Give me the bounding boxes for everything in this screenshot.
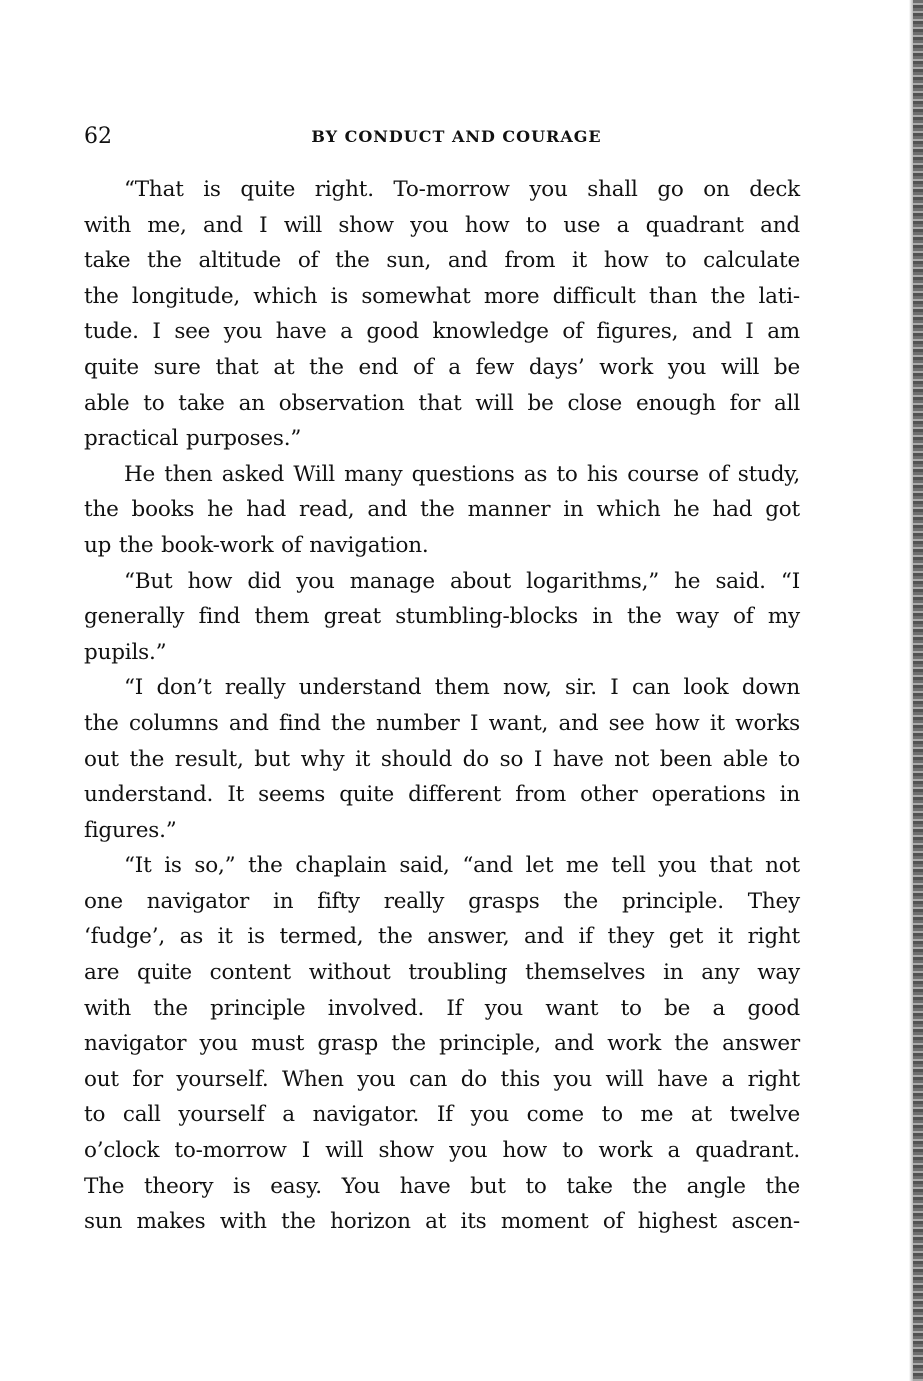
text-line: navigator you must grasp the principle, and work the answer xyxy=(84,1031,800,1057)
body-text xyxy=(84,172,800,1240)
text-line: quite sure that at the end of a few days’ work you will be xyxy=(84,354,800,380)
page-edge-scan-artifact xyxy=(913,0,923,1381)
text-line: “That is quite right. To-morrow you shall go on deck xyxy=(124,177,800,202)
text-line: sun makes with the horizon at its moment of highest ascen- xyxy=(84,1209,800,1235)
text-line: practical purposes.” xyxy=(84,426,302,452)
text-line: up the book-work of navigation. xyxy=(84,532,429,558)
text-line: He then asked Will many questions as to his course of study, xyxy=(124,461,800,487)
text-line: are quite content without troubling themselves in any way xyxy=(84,960,800,986)
running-header xyxy=(0,127,923,146)
text-line: ‘fudge’, as it is termed, the answer, and if they get it right xyxy=(84,924,800,950)
text-line: the columns and find the number I want, and see how it works xyxy=(84,710,800,736)
text-line: understand. It seems quite different from other operations in xyxy=(84,782,800,808)
text-line: The theory is easy. You have but to take the angle the xyxy=(84,1173,800,1199)
text-line: generally find them great stumbling-blocks in the way of my xyxy=(84,604,800,630)
text-line: out for yourself. When you can do this you will have a right xyxy=(84,1066,800,1092)
text-line: “It is so,” the chaplain said, “and let me tell you that not xyxy=(124,853,800,879)
text-line: able to take an observation that will be close enough for all xyxy=(84,390,800,416)
text-line: figures.” xyxy=(84,817,177,843)
text-line: one navigator in fifty really grasps the principle. They xyxy=(84,888,800,914)
text-line: with me, and I will show you how to use a quadrant and xyxy=(84,212,800,238)
text-line: o’clock to-morrow I will show you how to work a quadrant. xyxy=(84,1138,800,1164)
running-title: BY CONDUCT AND COURAGE xyxy=(311,127,602,146)
text-line: with the principle involved. If you want to be a good xyxy=(84,995,800,1021)
page-number: 62 xyxy=(84,124,112,149)
text-line: out the result, but why it should do so I have not been able to xyxy=(84,746,800,772)
text-line: tude. I see you have a good knowledge of figures, and I am xyxy=(84,319,800,345)
text-line: to call yourself a navigator. If you come to me at twelve xyxy=(84,1102,800,1128)
text-line: “But how did you manage about logarithms,” he said. “I xyxy=(124,568,800,594)
text-line: the books he had read, and the manner in which he had got xyxy=(84,497,800,523)
text-line: pupils.” xyxy=(84,639,167,665)
text-line: take the altitude of the sun, and from it how to calculate xyxy=(84,248,800,274)
text-line: “I don’t really understand them now, sir. I can look down xyxy=(124,675,800,701)
text-line: the longitude, which is somewhat more difficult than the lati- xyxy=(84,283,800,309)
